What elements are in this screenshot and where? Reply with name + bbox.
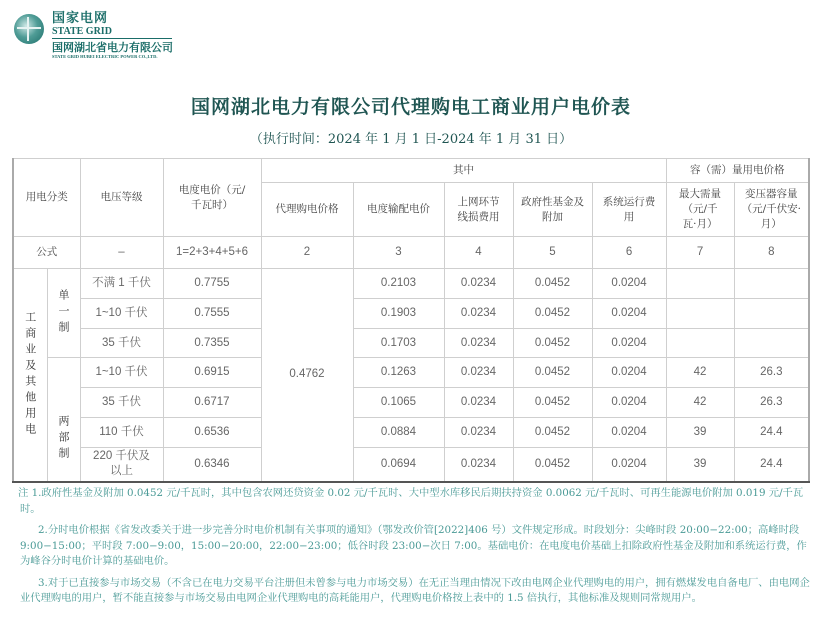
agency-price-cell: 0.4762 <box>261 269 353 482</box>
page-title: 国网湖北电力有限公司代理购电工商业用户电价表 <box>190 96 631 118</box>
table-row <box>13 448 809 482</box>
table-row <box>13 418 809 448</box>
system-op-cell: 0.0204 <box>592 418 666 448</box>
header-energy-price: 电度电价（元/千瓦时） <box>163 159 261 237</box>
formula-c4: 4 <box>444 237 513 269</box>
table-row <box>13 388 809 418</box>
gov-fund-cell: 0.0452 <box>513 329 592 358</box>
header-transformer: 变压器容量（元/千伏安·月） <box>734 183 809 237</box>
transmission-cell: 0.1263 <box>353 358 444 388</box>
globe-icon <box>14 14 44 44</box>
group-two-cell <box>47 358 80 482</box>
formula-c3: 3 <box>353 237 444 269</box>
gov-fund-cell: 0.0452 <box>513 269 592 299</box>
price-table <box>12 158 810 483</box>
header-agency-price: 代理购电价格 <box>261 183 353 237</box>
transformer-cell: 24.4 <box>734 418 809 448</box>
formula-c8: 8 <box>734 237 809 269</box>
transmission-cell: 0.1065 <box>353 388 444 418</box>
note-3: 3.对于已直接参与市场交易（不含已在电力交易平台注册但未曾参与电力市场交易）在无正当理由情况下改由电网企业代理购电的用户，拥有燃煤发电自备电厂、由电网企业代理购电的用户，暂不能直接参与市场交易由电网企业代理购电的高耗能用户，代理购电价格按上表中的 1.5 倍执行，其他标准及规则同常规用户。 <box>20 576 810 604</box>
line-loss-cell: 0.0234 <box>444 418 513 448</box>
system-op-cell: 0.0204 <box>592 329 666 358</box>
logo-company-cn: 国网湖北省电力有限公司 <box>52 41 173 54</box>
max-demand-cell <box>666 299 734 329</box>
effective-period: （执行时间：2024 年 1 月 1 日-2024 年 1 月 31 日） <box>249 132 573 147</box>
table-row <box>13 329 809 358</box>
energy-price-cell: 0.7755 <box>163 269 261 299</box>
gov-fund-cell: 0.0452 <box>513 388 592 418</box>
transformer-cell <box>734 299 809 329</box>
logo-name-cn: 国家电网 <box>52 11 109 26</box>
transmission-cell: 0.0884 <box>353 418 444 448</box>
table-row <box>13 299 809 329</box>
line-loss-cell: 0.0234 <box>444 299 513 329</box>
header-system-op: 系统运行费用 <box>592 183 666 237</box>
max-demand-cell: 42 <box>666 358 734 388</box>
transformer-cell: 26.3 <box>734 358 809 388</box>
formula-c1: 1=2+3+4+5+6 <box>163 237 261 269</box>
table-row <box>13 358 809 388</box>
formula-label: 公式 <box>13 237 80 269</box>
category-cell <box>13 269 47 482</box>
max-demand-cell <box>666 329 734 358</box>
energy-price-cell: 0.6346 <box>163 448 261 482</box>
line-loss-cell: 0.0234 <box>444 358 513 388</box>
gov-fund-cell: 0.0452 <box>513 299 592 329</box>
header-line-loss: 上网环节线损费用 <box>444 183 513 237</box>
voltage-cell: 1~10 千伏 <box>80 299 163 329</box>
transformer-cell <box>734 269 809 299</box>
max-demand-cell <box>666 269 734 299</box>
state-grid-logo <box>14 12 173 60</box>
transmission-cell: 0.1703 <box>353 329 444 358</box>
line-loss-cell: 0.0234 <box>444 448 513 482</box>
category-label: 工商业及其他用电 <box>23 310 37 439</box>
energy-price-cell: 0.7355 <box>163 329 261 358</box>
system-op-cell: 0.0204 <box>592 299 666 329</box>
transformer-cell: 26.3 <box>734 388 809 418</box>
group-single-label: 单一制 <box>57 289 70 337</box>
gov-fund-cell: 0.0452 <box>513 418 592 448</box>
max-demand-cell: 42 <box>666 388 734 418</box>
note-2: 2.分时电价根据《省发改委关于进一步完善分时电价机制有关事项的通知》（鄂发改价管[2022]406 号）文件规定形成。时段划分：尖峰时段 20:00−22:00；高峰时段 9:00−15:00；平时段 7:00−9:00，15:00−20:00，22:00−23:00；低谷时段 23:00−次日 7:00。基础电价：在电度电价基础上扣除政府性基金及附加和系统运行费，作为峰谷分时电价计算的基础电价。 <box>20 524 807 567</box>
line-loss-cell: 0.0234 <box>444 388 513 418</box>
header-voltage: 电压等级 <box>80 159 163 237</box>
transmission-cell: 0.0694 <box>353 448 444 482</box>
max-demand-cell: 39 <box>666 448 734 482</box>
header-gov-fund: 政府性基金及附加 <box>513 183 592 237</box>
logo-name-en: STATE GRID <box>52 26 172 39</box>
logo-company-en: STATE GRID HUBEI ELECTRIC POWER CO.,LTD. <box>52 54 158 59</box>
formula-c6: 6 <box>592 237 666 269</box>
line-loss-cell: 0.0234 <box>444 329 513 358</box>
header-category: 用电分类 <box>13 159 80 237</box>
voltage-cell: 1~10 千伏 <box>80 358 163 388</box>
transmission-cell: 0.2103 <box>353 269 444 299</box>
voltage-cell: 220 千伏及以上 <box>80 448 163 482</box>
header-transmission: 电度输配电价 <box>353 183 444 237</box>
voltage-cell: 110 千伏 <box>80 418 163 448</box>
header-among: 其中 <box>261 159 666 183</box>
system-op-cell: 0.0204 <box>592 388 666 418</box>
energy-price-cell: 0.6717 <box>163 388 261 418</box>
energy-price-cell: 0.7555 <box>163 299 261 329</box>
line-loss-cell: 0.0234 <box>444 269 513 299</box>
voltage-cell: 不满 1 千伏 <box>80 269 163 299</box>
formula-c5: 5 <box>513 237 592 269</box>
energy-price-cell: 0.6915 <box>163 358 261 388</box>
header-capacity-price: 容（需）量用电价格 <box>666 159 809 183</box>
energy-price-cell: 0.6536 <box>163 418 261 448</box>
formula-c2: 2 <box>261 237 353 269</box>
gov-fund-cell: 0.0452 <box>513 448 592 482</box>
max-demand-cell: 39 <box>666 418 734 448</box>
header-max-demand: 最大需量（元/千瓦·月） <box>666 183 734 237</box>
group-single-cell <box>47 269 80 358</box>
system-op-cell: 0.0204 <box>592 358 666 388</box>
transformer-cell: 24.4 <box>734 448 809 482</box>
group-two-label: 两部制 <box>57 415 70 464</box>
footnotes <box>20 486 812 613</box>
table-row <box>13 269 809 299</box>
formula-voltage: – <box>80 237 163 269</box>
gov-fund-cell: 0.0452 <box>513 358 592 388</box>
system-op-cell: 0.0204 <box>592 448 666 482</box>
voltage-cell: 35 千伏 <box>80 388 163 418</box>
voltage-cell: 35 千伏 <box>80 329 163 358</box>
transmission-cell: 0.1903 <box>353 299 444 329</box>
note-1: 注 1.政府性基金及附加 0.0452 元/千瓦时，其中包含农网还贷资金 0.02 元/千瓦时、大中型水库移民后期扶持资金 0.0062 元/千瓦时、可再生能源电价附加 0.019 元/千瓦时。 <box>18 487 804 515</box>
system-op-cell: 0.0204 <box>592 269 666 299</box>
formula-c7: 7 <box>666 237 734 269</box>
transformer-cell <box>734 329 809 358</box>
